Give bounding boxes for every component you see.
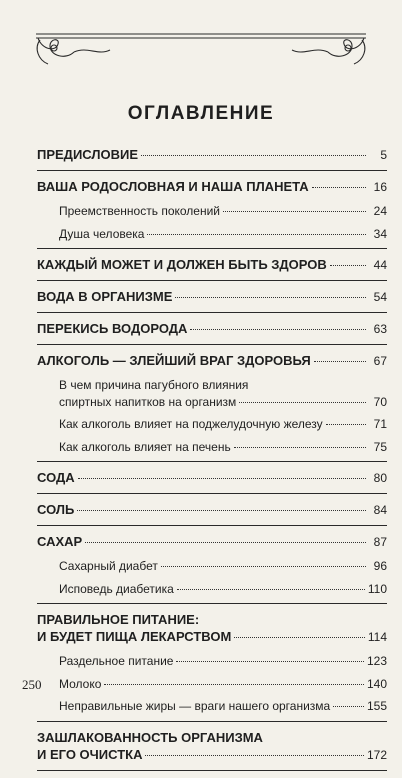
dot-leader xyxy=(190,329,366,330)
toc-subsection-entry xyxy=(37,581,387,598)
toc-page-number: 87 xyxy=(373,535,387,549)
toc-entry-title: Молоко xyxy=(59,676,102,691)
toc-page-number: 34 xyxy=(373,226,387,241)
toc-page-number: 123 xyxy=(366,654,387,668)
toc-entry-title: СОЛЬ xyxy=(37,502,75,517)
toc-page-number: 16 xyxy=(373,180,387,194)
toc-subsection-entry xyxy=(37,653,387,670)
toc-subsection-entry xyxy=(37,676,387,693)
toc-page-number: 96 xyxy=(373,559,387,573)
toc-page-number: 63 xyxy=(373,322,387,336)
toc-entry-title: Исповедь диабетика xyxy=(59,581,174,596)
toc-section-entry xyxy=(37,288,387,306)
toc-entry-title: Как алкоголь влияет на печень xyxy=(59,439,231,454)
toc-subsection-entry xyxy=(37,203,387,220)
toc-subsection-entry xyxy=(37,226,387,243)
section-divider xyxy=(37,461,387,462)
section-divider xyxy=(37,770,387,771)
toc-entry-title: Как алкоголь влияет на поджелудочную железу xyxy=(59,417,323,431)
dot-leader xyxy=(161,566,366,567)
toc-page-number: 67 xyxy=(373,354,387,368)
dot-leader xyxy=(147,234,366,235)
toc-entry-title: КАЖДЫЙ МОЖЕТ И ДОЛЖЕН БЫТЬ ЗДОРОВ xyxy=(37,257,327,272)
section-divider xyxy=(37,170,387,171)
toc-entry-title: СОДА xyxy=(37,470,75,485)
toc-entry-title: ПРЕДИСЛОВИЕ xyxy=(37,147,138,162)
toc-page-number: 110 xyxy=(367,581,387,596)
section-divider xyxy=(37,603,387,604)
toc-section-entry xyxy=(37,611,387,646)
toc-entry-title: Сахарный диабет xyxy=(59,559,158,573)
toc-entry-title: И БУДЕТ ПИЩА ЛЕКАРСТВОМ xyxy=(37,629,232,644)
dot-leader xyxy=(239,402,366,403)
toc-page-number: 140 xyxy=(366,676,387,691)
dot-leader xyxy=(145,755,364,756)
dot-leader xyxy=(177,589,365,590)
toc-section-entry xyxy=(37,469,387,487)
toc-page-number: 80 xyxy=(373,471,387,485)
dot-leader xyxy=(314,361,366,362)
dot-leader xyxy=(78,478,366,479)
toc-subsection-entry xyxy=(37,377,387,410)
section-divider xyxy=(37,525,387,526)
toc-page-number: 155 xyxy=(366,699,387,713)
toc-section-entry xyxy=(37,178,387,196)
dot-leader xyxy=(234,637,365,638)
toc-page-number: 71 xyxy=(373,417,387,431)
dot-leader xyxy=(141,155,366,156)
toc-page-number: 172 xyxy=(366,747,387,762)
toc-title: ОГЛАВЛЕНИЕ xyxy=(127,103,275,124)
toc-entry-title: В чем причина пагубного влияния xyxy=(59,378,249,392)
toc-entry-title: ПРАВИЛЬНОЕ ПИТАНИЕ: xyxy=(37,612,200,627)
dot-leader xyxy=(176,661,364,662)
dot-leader xyxy=(104,684,364,685)
toc-section-entry xyxy=(37,146,387,164)
toc-entry-title: Неправильные жиры — враги нашего организма xyxy=(59,699,331,713)
dot-leader xyxy=(330,265,366,266)
toc-entry-title: ПЕРЕКИСЬ ВОДОРОДА xyxy=(37,321,188,336)
toc-page-number: 5 xyxy=(380,148,387,162)
section-divider xyxy=(37,248,387,249)
toc-entry-title: ВОДА В ОРГАНИЗМЕ xyxy=(37,289,173,304)
toc-page-number: 75 xyxy=(373,439,387,454)
toc-entry-title: И ЕГО ОЧИСТКА xyxy=(37,746,143,762)
toc-entry-title: Раздельное питание xyxy=(59,654,174,668)
toc-section-entry xyxy=(37,729,387,764)
toc-subsection-entry xyxy=(37,698,387,715)
toc-subsection-entry xyxy=(37,439,387,456)
toc-entry-title: Душа человека xyxy=(59,226,145,241)
toc-page-number: 70 xyxy=(373,394,387,409)
section-divider xyxy=(37,312,387,313)
toc-entry-title: спиртных напитков на организм xyxy=(59,394,237,409)
section-divider xyxy=(37,493,387,494)
dot-leader xyxy=(175,297,366,298)
section-divider xyxy=(37,280,387,281)
table-of-contents xyxy=(37,146,387,778)
toc-page-number: 114 xyxy=(367,630,387,644)
toc-subsection-entry xyxy=(37,416,387,433)
decorative-header-ornament xyxy=(28,26,374,72)
toc-section-entry xyxy=(37,256,387,274)
page-number: 250 xyxy=(22,677,42,692)
toc-section-entry xyxy=(37,501,387,519)
section-divider xyxy=(37,721,387,722)
dot-leader xyxy=(85,542,366,543)
toc-page-number: 54 xyxy=(373,290,387,304)
toc-entry-title: САХАР xyxy=(37,534,83,549)
toc-entry-title: ВАША РОДОСЛОВНАЯ И НАША ПЛАНЕТА xyxy=(37,179,309,194)
dot-leader xyxy=(77,510,366,511)
toc-entry-title: АЛКОГОЛЬ — ЗЛЕЙШИЙ ВРАГ ЗДОРОВЬЯ xyxy=(37,353,311,368)
toc-section-entry xyxy=(37,533,387,551)
toc-page-number: 24 xyxy=(373,204,387,218)
dot-leader xyxy=(326,424,366,425)
dot-leader xyxy=(223,211,366,212)
toc-page-number: 84 xyxy=(373,503,387,517)
dot-leader xyxy=(312,187,366,188)
dot-leader xyxy=(234,447,366,448)
toc-subsection-entry xyxy=(37,558,387,575)
dot-leader xyxy=(333,706,364,707)
toc-page-number: 44 xyxy=(373,258,387,272)
toc-entry-title: ЗАШЛАКОВАННОСТЬ ОРГАНИЗМА xyxy=(37,729,263,745)
section-divider xyxy=(37,344,387,345)
toc-section-entry xyxy=(37,352,387,370)
toc-entry-title: Преемственность поколений xyxy=(59,204,220,218)
toc-section-entry xyxy=(37,320,387,338)
